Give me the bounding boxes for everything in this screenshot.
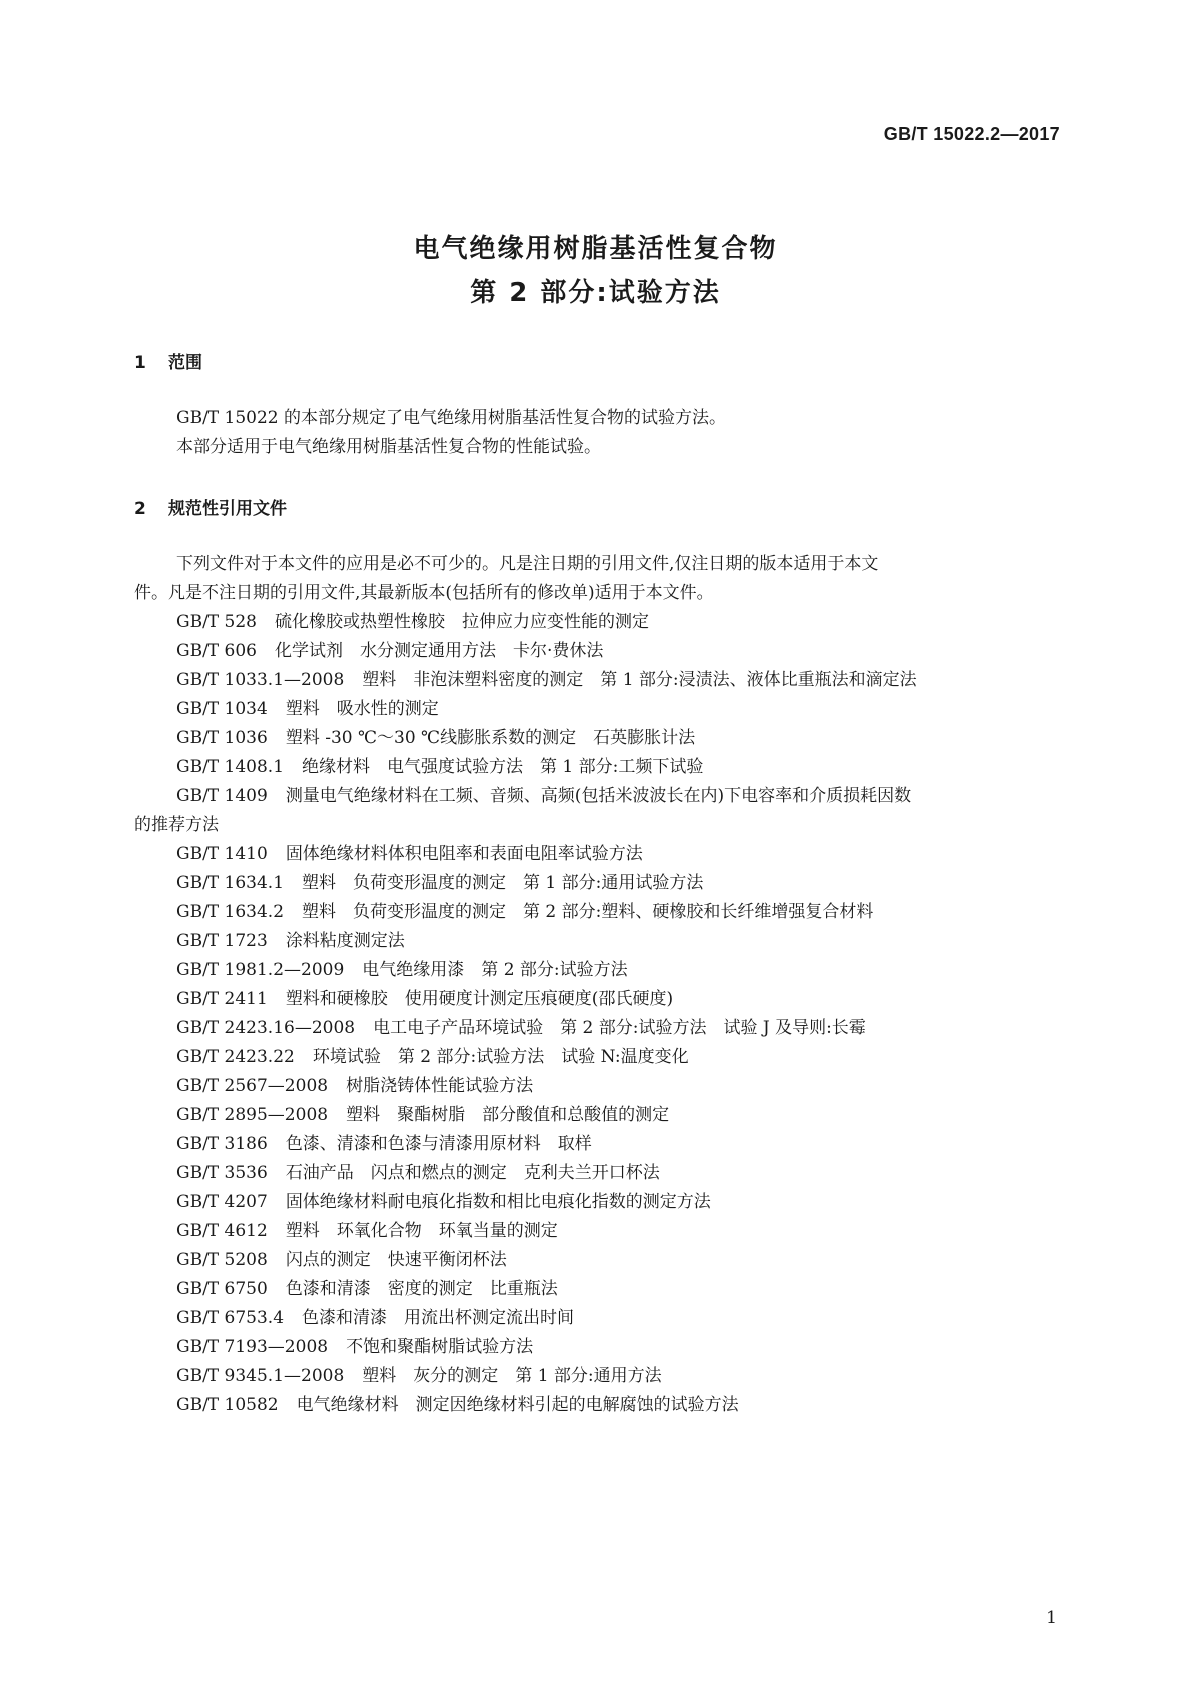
reference-title: 电气绝缘用漆 第 2 部分:试验方法 [362, 960, 628, 980]
reference-title: 色漆和清漆 密度的测定 比重瓶法 [285, 1279, 558, 1299]
reference-code: GB/T 1634.1 [176, 873, 285, 893]
document-subtitle: 第 2 部分:试验方法 [470, 278, 721, 308]
reference-item [176, 1191, 711, 1213]
references-intro-continued: 件。凡是不注日期的引用文件,其最新版本(包括所有的修改单)适用于本文件。 [134, 583, 714, 603]
reference-title: 塑料 聚酯树脂 部分酸值和总酸值的测定 [346, 1105, 670, 1125]
reference-item [176, 1104, 669, 1126]
reference-code: GB/T 1634.2 [176, 902, 285, 922]
reference-code: GB/T 4612 [176, 1221, 268, 1241]
page-number: 1 [1046, 1608, 1057, 1628]
reference-title: 绝缘材料 电气强度试验方法 第 1 部分:工频下试验 [302, 757, 704, 777]
reference-title: 电工电子产品环境试验 第 2 部分:试验方法 试验 J 及导则:长霉 [373, 1018, 866, 1038]
reference-code: GB/T 6753.4 [176, 1308, 285, 1328]
reference-title: 涂料粘度测定法 [285, 931, 405, 951]
reference-item [176, 959, 628, 981]
reference-title: 塑料 灰分的测定 第 1 部分:通用方法 [362, 1366, 662, 1386]
scope-paragraph: 本部分适用于电气绝缘用树脂基活性复合物的性能试验。 [176, 437, 601, 457]
reference-code: GB/T 7193—2008 [176, 1337, 329, 1357]
reference-title: 固体绝缘材料体积电阻率和表面电阻率试验方法 [285, 844, 643, 864]
reference-item [176, 1133, 592, 1155]
document-title: 电气绝缘用树脂基活性复合物 [413, 234, 778, 264]
reference-code: GB/T 10582 [176, 1395, 279, 1415]
section-number: 1 [134, 353, 146, 373]
reference-code: GB/T 2895—2008 [176, 1105, 329, 1125]
reference-item [176, 901, 873, 923]
reference-item [176, 930, 405, 952]
reference-item [176, 698, 439, 720]
reference-title: 电气绝缘材料 测定因绝缘材料引起的电解腐蚀的试验方法 [296, 1395, 739, 1415]
reference-title: 塑料 非泡沫塑料密度的测定 第 1 部分:浸渍法、液体比重瓶法和滴定法 [362, 670, 917, 690]
reference-title: 塑料 吸水性的测定 [285, 699, 439, 719]
reference-code: GB/T 1408.1 [176, 757, 285, 777]
reference-item [176, 872, 703, 894]
reference-item [176, 843, 643, 865]
reference-code: GB/T 6750 [176, 1279, 268, 1299]
reference-item [176, 727, 695, 749]
section-number: 2 [134, 499, 146, 519]
reference-code: GB/T 1723 [176, 931, 268, 951]
reference-code: GB/T 1410 [176, 844, 268, 864]
section-heading-references [134, 494, 287, 519]
reference-item [176, 1365, 662, 1387]
reference-code: GB/T 2567—2008 [176, 1076, 329, 1096]
reference-title: 测量电气绝缘材料在工频、音频、高频(包括米波波长在内)下电容率和介质损耗因数 [285, 786, 912, 806]
reference-item [176, 1394, 739, 1416]
reference-title: 闪点的测定 快速平衡闭杯法 [285, 1250, 507, 1270]
reference-item [176, 988, 673, 1010]
reference-item [176, 1162, 660, 1184]
reference-item [176, 1046, 689, 1068]
reference-title: 环境试验 第 2 部分:试验方法 试验 N:温度变化 [312, 1047, 689, 1067]
reference-code: GB/T 3536 [176, 1163, 268, 1183]
reference-item [176, 1249, 507, 1271]
reference-title: 色漆、清漆和色漆与清漆用原材料 取样 [285, 1134, 592, 1154]
reference-code: GB/T 1409 [176, 786, 268, 806]
section-title: 范围 [168, 353, 202, 373]
reference-title: 塑料 负荷变形温度的测定 第 1 部分:通用试验方法 [302, 873, 704, 893]
reference-title: 色漆和清漆 用流出杯测定流出时间 [302, 1308, 575, 1328]
reference-title: 不饱和聚酯树脂试验方法 [346, 1337, 534, 1357]
reference-code: GB/T 528 [176, 612, 257, 632]
reference-code: GB/T 5208 [176, 1250, 268, 1270]
reference-title: 化学试剂 水分测定通用方法 卡尔·费休法 [275, 641, 604, 661]
reference-item [176, 1278, 558, 1300]
reference-item [176, 611, 649, 633]
reference-item [176, 756, 703, 778]
reference-title: 硫化橡胶或热塑性橡胶 拉伸应力应变性能的测定 [275, 612, 649, 632]
reference-title: 树脂浇铸体性能试验方法 [346, 1076, 534, 1096]
reference-code: GB/T 4207 [176, 1192, 268, 1212]
reference-code: GB/T 3186 [176, 1134, 268, 1154]
reference-code: GB/T 2423.22 [176, 1047, 295, 1067]
reference-title: 塑料 -30 ℃～30 ℃线膨胀系数的测定 石英膨胀计法 [285, 728, 696, 748]
section-heading-scope [134, 348, 202, 373]
reference-item [176, 1075, 533, 1097]
reference-title: 塑料和硬橡胶 使用硬度计测定压痕硬度(邵氏硬度) [285, 989, 674, 1009]
reference-item [176, 1017, 866, 1039]
scope-paragraph: GB/T 15022 的本部分规定了电气绝缘用树脂基活性复合物的试验方法。 [176, 408, 727, 428]
section-title: 规范性引用文件 [168, 499, 287, 519]
reference-code: GB/T 1036 [176, 728, 268, 748]
reference-title: 塑料 负荷变形温度的测定 第 2 部分:塑料、硬橡胶和长纤维增强复合材料 [302, 902, 874, 922]
reference-item [176, 1336, 533, 1358]
reference-title: 石油产品 闪点和燃点的测定 克利夫兰开口杯法 [285, 1163, 660, 1183]
reference-code: GB/T 1034 [176, 699, 268, 719]
reference-title: 固体绝缘材料耐电痕化指数和相比电痕化指数的测定方法 [285, 1192, 711, 1212]
reference-code: GB/T 606 [176, 641, 257, 661]
reference-item-continuation: 的推荐方法 [134, 815, 219, 835]
reference-code: GB/T 2411 [176, 989, 268, 1009]
reference-code: GB/T 2423.16—2008 [176, 1018, 356, 1038]
standard-code: GB/T 15022.2—2017 [883, 124, 1060, 144]
reference-title: 塑料 环氧化合物 环氧当量的测定 [285, 1221, 558, 1241]
reference-code: GB/T 9345.1—2008 [176, 1366, 345, 1386]
reference-item [176, 785, 911, 807]
reference-item [176, 1307, 574, 1329]
references-intro: 下列文件对于本文件的应用是必不可少的。凡是注日期的引用文件,仅注日期的版本适用于本文 [176, 554, 879, 574]
reference-item [176, 669, 917, 691]
reference-code: GB/T 1033.1—2008 [176, 670, 345, 690]
reference-code: GB/T 1981.2—2009 [176, 960, 345, 980]
reference-item [176, 640, 603, 662]
reference-item [176, 1220, 558, 1242]
